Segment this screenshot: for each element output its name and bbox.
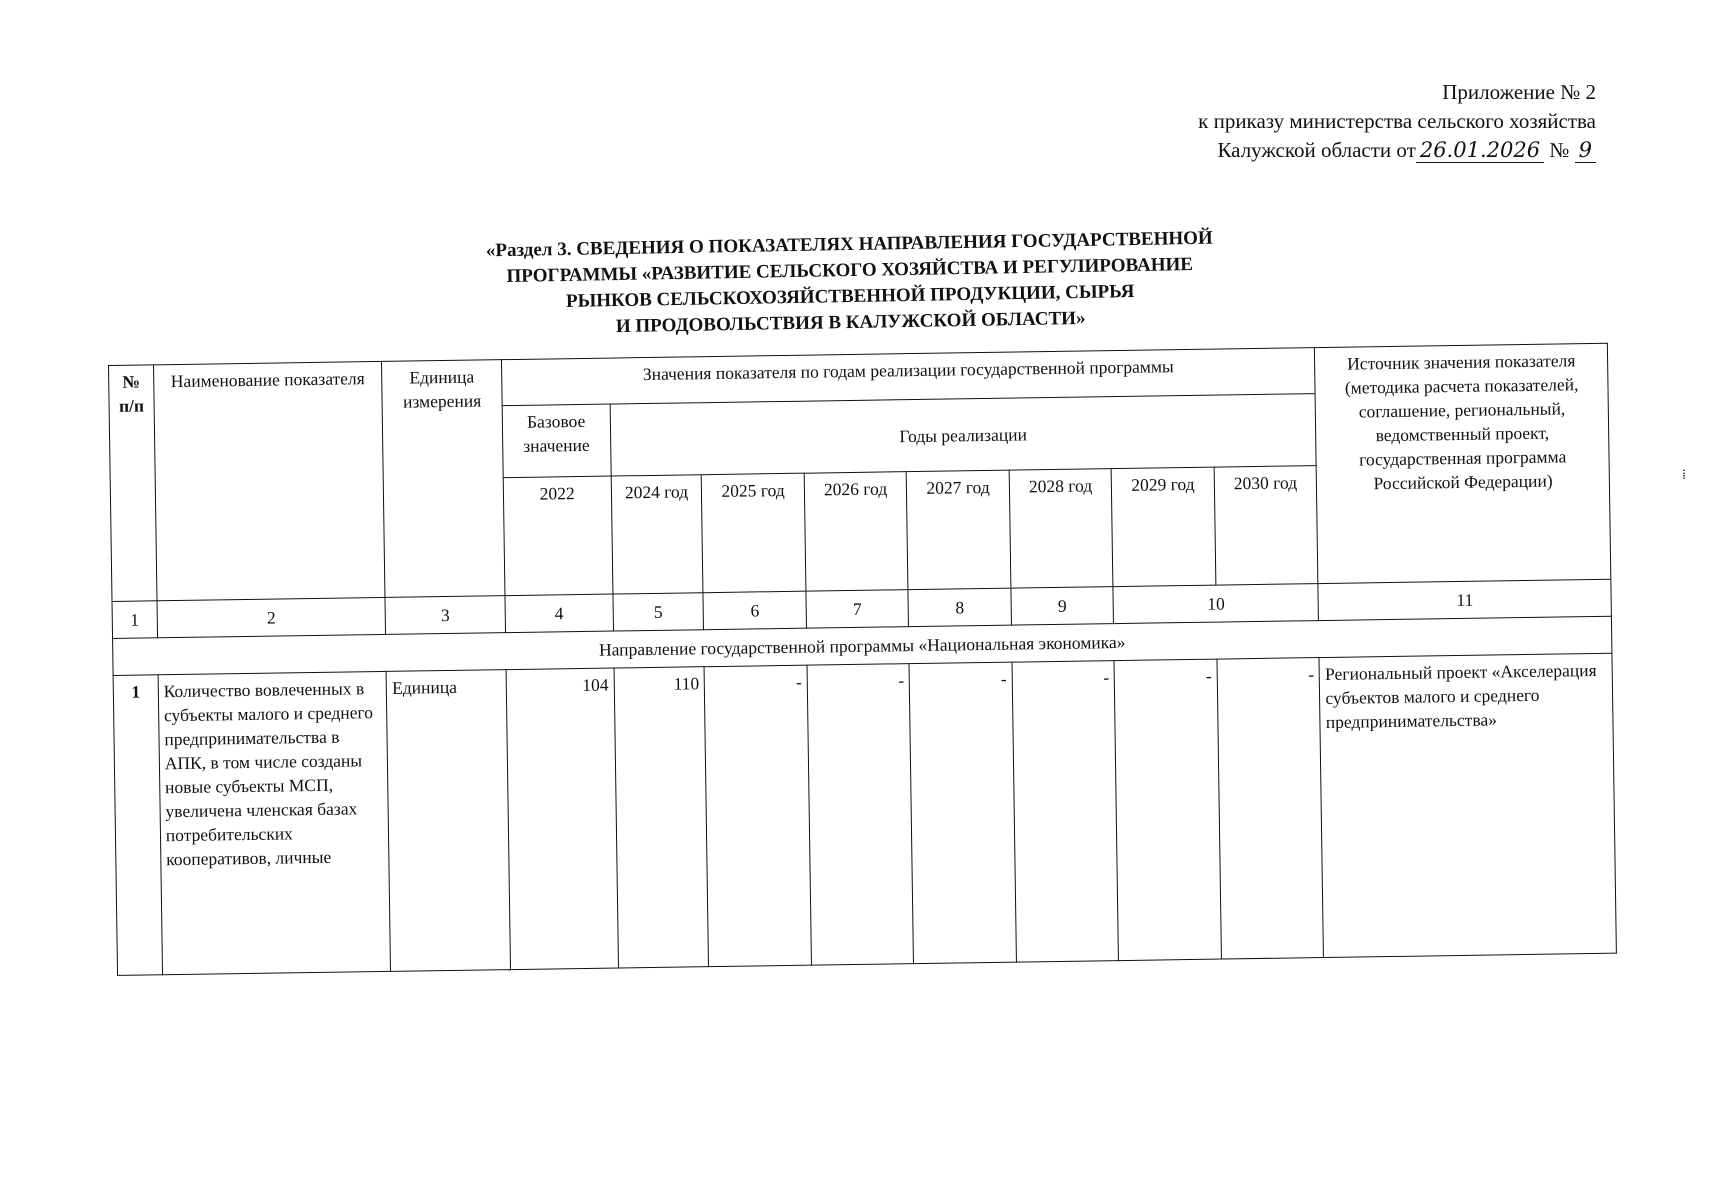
appendix-line-3	[1198, 136, 1596, 165]
column-number-11: 11	[1318, 579, 1611, 620]
row-value-2028: -	[1012, 661, 1119, 962]
row-value-2029: -	[1114, 659, 1221, 960]
header-year-2029: 2029 год	[1112, 467, 1216, 587]
row-name: Количество вовлеченных в субъекты малого и среднего предпринимательства в АПК, в том числе созданы новые субъекты МСП, увеличена членская базах потребительских кооперативов, личные	[158, 671, 391, 974]
header-year-2022: 2022	[503, 476, 613, 596]
row-value-2025: -	[704, 665, 811, 966]
column-number-9: 9	[1011, 587, 1114, 626]
header-source: Источник значения показателя (методика расчета показателей, соглашение, региональный, ведомственный проект, государственная программа Российской Федерации)	[1315, 343, 1611, 583]
header-year-2027: 2027 год	[907, 470, 1011, 590]
row-value-2026: -	[807, 664, 914, 965]
row-unit: Единица	[386, 670, 510, 972]
section-row: Направление государственной программы «Национальная экономика»	[113, 616, 1612, 675]
header-base: Базовое значение	[502, 404, 611, 478]
column-number-10: 10	[1113, 584, 1319, 624]
row-value-2027: -	[909, 662, 1016, 963]
header-year-2030: 2030 год	[1214, 466, 1318, 586]
row-source: Региональный проект «Акселерация субъектов малого и среднего предпринимательства»	[1319, 653, 1616, 957]
row-no: 1	[113, 675, 162, 976]
header-no: № п/п	[109, 365, 157, 602]
column-number-8: 8	[908, 588, 1011, 627]
appendix-line-1: Приложение № 2	[1442, 80, 1596, 104]
column-number-7: 7	[806, 590, 909, 629]
column-number-2: 2	[157, 597, 386, 637]
row-base-2022: 104	[506, 668, 618, 970]
column-number-4: 4	[505, 594, 613, 633]
header-unit: Единица измерения	[382, 360, 505, 598]
section-title	[379, 224, 1321, 344]
scan-artifact: ⁞	[1682, 468, 1686, 483]
appendix-line-2: к приказу министерства сельского хозяйства	[1198, 109, 1596, 133]
indicators-table	[108, 343, 1617, 976]
column-number-5: 5	[613, 593, 704, 631]
header-year-2024: 2024 год	[611, 475, 703, 594]
header-year-2026: 2026 год	[804, 472, 908, 592]
header-years-group: Годы реализации	[610, 394, 1317, 476]
header-name: Наименование показателя	[153, 361, 385, 600]
title-line-4: И ПРОДОВОЛЬСТВИЯ В КАЛУЖСКОЙ ОБЛАСТИ»	[615, 307, 1086, 338]
handwritten-number: 9	[1575, 138, 1596, 163]
header-values-group: Значения показателя по годам реализации государственной программы	[501, 348, 1315, 406]
row-value-2024: 110	[614, 667, 709, 968]
row-value-2030: -	[1217, 658, 1324, 959]
appendix-line-3-prefix: Калужской области от	[1217, 138, 1416, 162]
column-number-1: 1	[112, 601, 157, 639]
indicators-table-wrap	[108, 343, 1617, 976]
table-row	[113, 653, 1616, 975]
title-line-1: «Раздел 3. СВЕДЕНИЯ О ПОКАЗАТЕЛЯХ НАПРАВЛЕНИЯ ГОСУДАРСТВЕННОЙ	[485, 227, 1213, 262]
column-number-6: 6	[703, 591, 806, 630]
header-year-2025: 2025 год	[702, 473, 806, 593]
appendix-header	[1198, 78, 1596, 165]
handwritten-date: 26.01.2026	[1416, 138, 1544, 163]
title-line-2: ПРОГРАММЫ «РАЗВИТИЕ СЕЛЬСКОГО ХОЗЯЙСТВА И РЕГУЛИРОВАНИЕ	[506, 254, 1194, 287]
column-number-3: 3	[385, 596, 505, 635]
header-year-2028: 2028 год	[1009, 469, 1113, 589]
title-line-3: РЫНКОВ СЕЛЬСКОХОЗЯЙСТВЕННОЙ ПРОДУКЦИИ, СЫРЬЯ	[565, 281, 1135, 312]
number-label: №	[1549, 138, 1570, 162]
